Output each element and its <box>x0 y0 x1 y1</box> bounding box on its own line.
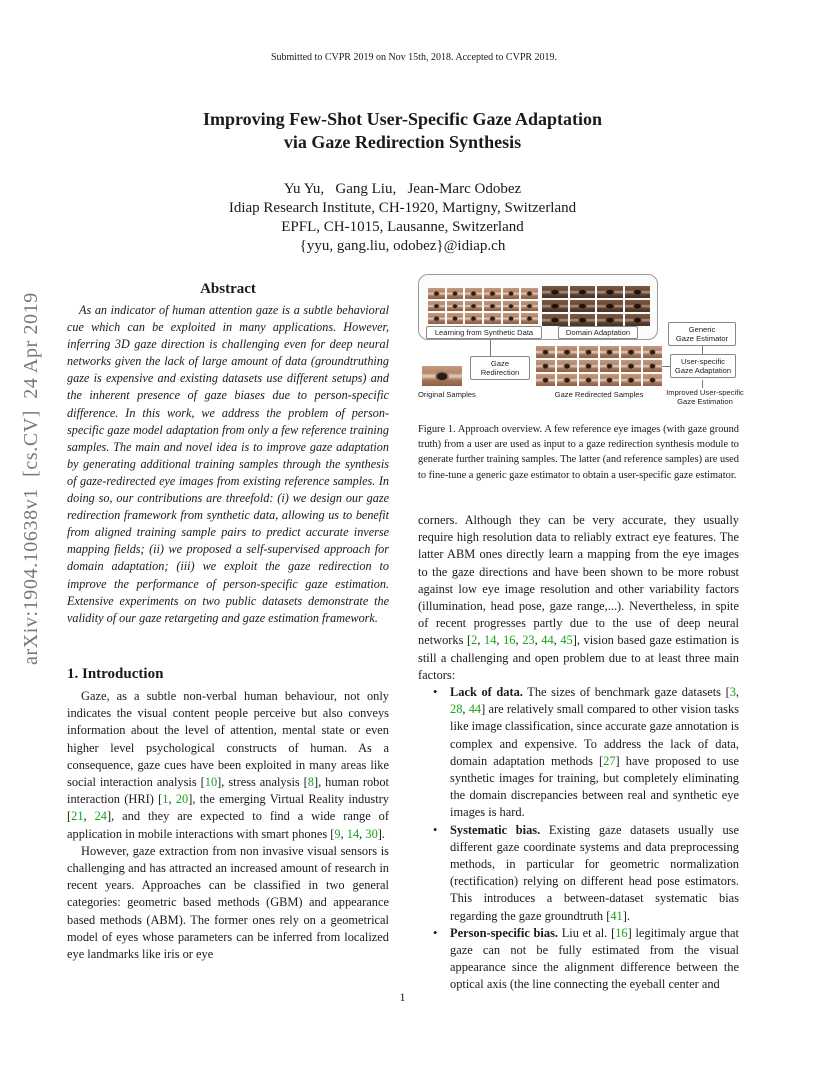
eye-thumbnail <box>447 288 464 299</box>
text-run: , <box>496 633 504 648</box>
intro-paragraph-2: However, gaze extraction from non invasive visual sensors is challenging and has attracted an increased amount of research in recent years. Approaches can be classified in two general categories: geometric based methods (GBM) and appearance based methods (ABM). The former ones rely on a geometrical model of eyes whose parameters can be inferred from localized eye landmarks like iris or eye <box>67 843 389 962</box>
author-email[interactable]: {yyu, gang.liu, odobez}@idiap.ch <box>299 238 506 254</box>
text-run: ]. <box>377 826 385 841</box>
text-run: , <box>534 633 542 648</box>
citation-link[interactable]: 28 <box>450 702 463 717</box>
eye-thumbnail <box>600 374 619 386</box>
text-run: ] legitimaly argue that gaze can not be fully estimated from the visual appearance since the alignment difference between the optical axis (the line connecting the eyeball center and <box>450 925 739 992</box>
citation-link[interactable]: 8 <box>307 775 314 790</box>
text-run: corners. Although they can be very accurate, they usually require high resolution data to reliably extract eye features. The latter ABM ones directly learn a mapping from the eye images to the gaze directions and have been shown to be more robust against low eye image resolution and other variability factors (illumination, head pose, gaze range,...). Nevertheless, in spite of recent progresses partly due to the use of deep neural networks [ <box>418 513 739 648</box>
abstract-heading: Abstract <box>200 281 256 297</box>
citation-link[interactable]: 14 <box>484 633 497 648</box>
text-run: , <box>359 826 366 841</box>
paper-title <box>0 108 805 154</box>
eye-thumbnail <box>542 314 568 326</box>
label-generic-estimator: Generic Gaze Estimator <box>668 322 736 346</box>
list-item-lack-of-data <box>433 684 740 822</box>
eye-thumbnail <box>428 301 445 312</box>
abstract-text: As an indicator of human attention gaze is a subtle behavioral cue which can be exploited in many applications. However, inferring 3D gaze direction is challenging even for deep neural networks given the lack of large amount of data (groundtruthing gaze is expensive and existing datasets use different setups) and the inherent presence of gaze biases due to person-specific difference. In this work, we address the problem of person-specific gaze model adaptation from only a few reference training samples. The main and novel idea is to improve gaze adaptation by generating additional training samples through the synthesis of gaze-redirected eye images from existing reference samples. In doing so, our contributions are threefold: (i) we design our gaze redirection framework from synthetic data, allowing us to benefit from aligned training sample pairs to predict accurate inverse mapping fields; (ii) we proposed a self-supervised approach for domain adaptation; (iii) we exploit the gaze redirection to improve the performance of person-specific gaze estimation. Extensive experiments on two public datasets demonstrate the validity of our gaze retargeting and gaze estimation framework. <box>67 303 389 625</box>
text-run: ] have proposed to use synthetic images for training, but completely eliminating the domain discrepancies between real and synthetic eye images is hard. <box>450 753 739 820</box>
eye-thumbnail <box>643 374 662 386</box>
eye-thumbnail <box>625 286 651 298</box>
original-samples-stack <box>422 366 462 386</box>
list-item-title: Systematic bias. <box>450 822 541 837</box>
eye-thumbnail <box>521 301 538 312</box>
text-run: ], stress analysis [ <box>217 775 308 790</box>
citation-link[interactable]: 45 <box>560 633 573 648</box>
eye-thumbnail <box>503 301 520 312</box>
citation-link[interactable]: 23 <box>522 633 535 648</box>
page-number: 1 <box>399 990 406 1004</box>
text-run: ], the emerging Virtual Reality industry [ <box>67 792 389 824</box>
factor-list <box>418 684 739 994</box>
eye-thumbnail <box>621 374 640 386</box>
eye-thumbnail <box>503 313 520 324</box>
eye-thumbnail <box>625 314 651 326</box>
citation-link[interactable]: 10 <box>204 775 218 790</box>
citation-link[interactable]: 27 <box>603 753 616 768</box>
eye-thumbnail <box>484 313 501 324</box>
eye-thumbnail <box>557 346 576 358</box>
text-run: , <box>477 633 485 648</box>
label-improved-estimation: Improved User-specific Gaze Estimation <box>666 388 744 406</box>
figure-approach-overview <box>418 274 774 414</box>
eye-thumbnail <box>447 313 464 324</box>
redirected-eye-grid <box>536 346 662 386</box>
title-line-1: Improving Few-Shot User-Specific Gaze Adaptation <box>203 109 602 129</box>
citation-link[interactable]: 16 <box>615 925 628 940</box>
citation-link[interactable]: 30 <box>365 826 378 841</box>
eye-thumbnail <box>579 346 598 358</box>
arrow-connector <box>662 366 670 367</box>
eye-thumbnail <box>557 374 576 386</box>
citation-link[interactable]: 1 <box>162 792 169 807</box>
bullet-marker: • <box>433 685 438 700</box>
citation-link[interactable]: 21 <box>71 809 84 824</box>
eye-thumbnail <box>465 313 482 324</box>
text-run: , <box>735 685 740 700</box>
eye-thumbnail <box>542 286 568 298</box>
eye-thumbnail <box>643 346 662 358</box>
eye-thumbnail <box>621 346 640 358</box>
submission-note: Submitted to CVPR 2019 on Nov 15th, 2018. Accepted to CVPR 2019. <box>270 52 558 63</box>
author-names: Yu Yu, Gang Liu, Jean-Marc Odobez <box>283 181 522 197</box>
list-item-title: Person-specific bias. <box>450 925 558 940</box>
citation-link[interactable]: 20 <box>175 792 189 807</box>
bullet-marker: • <box>433 925 438 940</box>
eye-thumbnail <box>484 288 501 299</box>
label-original-samples: Original Samples <box>418 390 476 399</box>
right-column-body <box>418 512 739 994</box>
eye-thumbnail <box>597 314 623 326</box>
figure-caption: Figure 1. Approach overview. A few reference eye images (with gaze ground truth) from a user are used as input to a gaze redirection synthesis module to generate further training samples. The latter (and reference samples) are used to fine-tune a generic gaze estimator to obtain a user-specific gaze estimator. <box>418 424 739 481</box>
eye-thumbnail <box>484 301 501 312</box>
eye-thumbnail <box>542 300 568 312</box>
arrow-connector <box>490 340 491 356</box>
text-run: Liu et al. [ <box>558 925 616 940</box>
right-paragraph <box>418 512 739 684</box>
eye-thumbnail <box>570 314 596 326</box>
eye-thumbnail <box>536 360 555 372</box>
bullet-marker: • <box>433 822 438 837</box>
text-run: ]. <box>622 908 630 923</box>
text-run: ], vision based gaze estimation is still a challenging and open problem due to at least three main factors: <box>418 633 739 682</box>
list-item-title: Lack of data. <box>450 685 523 700</box>
citation-link[interactable]: 44 <box>468 702 482 717</box>
eye-thumbnail <box>579 360 598 372</box>
citation-link[interactable]: 9 <box>334 826 341 841</box>
title-line-2: via Gaze Redirection Synthesis <box>283 132 522 152</box>
label-user-specific-adaptation: User-specific Gaze Adaptation <box>670 354 736 378</box>
text-run: The sizes of benchmark gaze datasets [ <box>522 685 730 700</box>
eye-thumbnail <box>428 313 445 324</box>
citation-link[interactable]: 3 <box>729 685 736 700</box>
label-domain-adaptation: Domain Adaptation <box>558 326 638 339</box>
eye-thumbnail <box>422 366 462 386</box>
citation-link[interactable]: 24 <box>94 809 107 824</box>
eye-thumbnail <box>557 360 576 372</box>
affiliation-epfl: EPFL, CH-1015, Lausanne, Switzerland <box>281 219 524 235</box>
eye-thumbnail <box>600 346 619 358</box>
text-run: , <box>340 826 347 841</box>
text-run: ], and they are expected to find a wide range of application in mobile interactions with smart phones [ <box>67 809 389 841</box>
eye-thumbnail <box>600 360 619 372</box>
citation-link[interactable]: 44 <box>541 633 554 648</box>
list-item-person-specific-bias <box>433 925 739 994</box>
citation-link[interactable]: 16 <box>503 633 516 648</box>
arrow-connector <box>702 380 703 388</box>
list-item-systematic-bias <box>433 822 739 925</box>
section-heading-introduction: 1. Introduction <box>67 666 164 682</box>
label-redirected-samples: Gaze Redirected Samples <box>554 390 644 399</box>
citation-link[interactable]: 2 <box>471 633 478 648</box>
eye-thumbnail <box>597 286 623 298</box>
text-run: , <box>83 809 95 824</box>
text-run: , <box>462 702 469 717</box>
text-run: ] are relatively small compared to other vision tasks like image classification, since accurate gaze annotation is complex and expensive. To address the lack of data, domain adaptation methods [ <box>450 702 739 768</box>
introduction-body <box>67 688 389 963</box>
eye-thumbnail <box>428 288 445 299</box>
text-run: Gaze, as a subtle non-verbal human behaviour, not only indicates the visual content people perceive but also conveys information about the level of attention, mental state or even higher level psychological constructs of human. As a consequence, gaze cues have been exploited in many areas like social interaction analysis [ <box>67 689 389 790</box>
text-run: Existing gaze datasets usually use different gaze coordinate systems and data preprocessing methods, in particular for geometric normalization (rectification) relying on different head pose estimators. This introduces a between-dataset systematic bias regarding the gaze groundtruth [ <box>450 822 739 923</box>
eye-thumbnail <box>621 360 640 372</box>
label-gaze-redirection: Gaze Redirection <box>470 356 530 380</box>
eye-thumbnail <box>503 288 520 299</box>
domain-eye-grid <box>542 286 650 326</box>
label-learning-synthetic: Learning from Synthetic Data <box>426 326 542 339</box>
text-run: , <box>168 792 176 807</box>
eye-thumbnail <box>570 286 596 298</box>
arxiv-watermark: arXiv:1904.10638v1 [cs.CV] 24 Apr 2019 <box>20 292 42 666</box>
text-run: ], human robot interaction (HRI) [ <box>67 775 389 807</box>
author-block <box>0 180 805 256</box>
eye-thumbnail <box>465 301 482 312</box>
eye-thumbnail <box>465 288 482 299</box>
eye-thumbnail <box>521 313 538 324</box>
eye-thumbnail <box>625 300 651 312</box>
eye-thumbnail <box>579 374 598 386</box>
intro-paragraph-1 <box>67 688 389 843</box>
eye-thumbnail <box>521 288 538 299</box>
affiliation-idiap: Idiap Research Institute, CH-1920, Martigny, Switzerland <box>228 200 577 216</box>
eye-thumbnail <box>597 300 623 312</box>
citation-link[interactable]: 41 <box>610 908 623 923</box>
eye-thumbnail <box>447 301 464 312</box>
synthetic-eye-grid <box>428 288 538 324</box>
citation-link[interactable]: 14 <box>346 826 360 841</box>
eye-thumbnail <box>570 300 596 312</box>
text-run: , <box>515 633 523 648</box>
arrow-connector <box>702 346 703 354</box>
eye-thumbnail <box>536 374 555 386</box>
text-run: , <box>553 633 561 648</box>
eye-thumbnail <box>643 360 662 372</box>
eye-thumbnail <box>536 346 555 358</box>
